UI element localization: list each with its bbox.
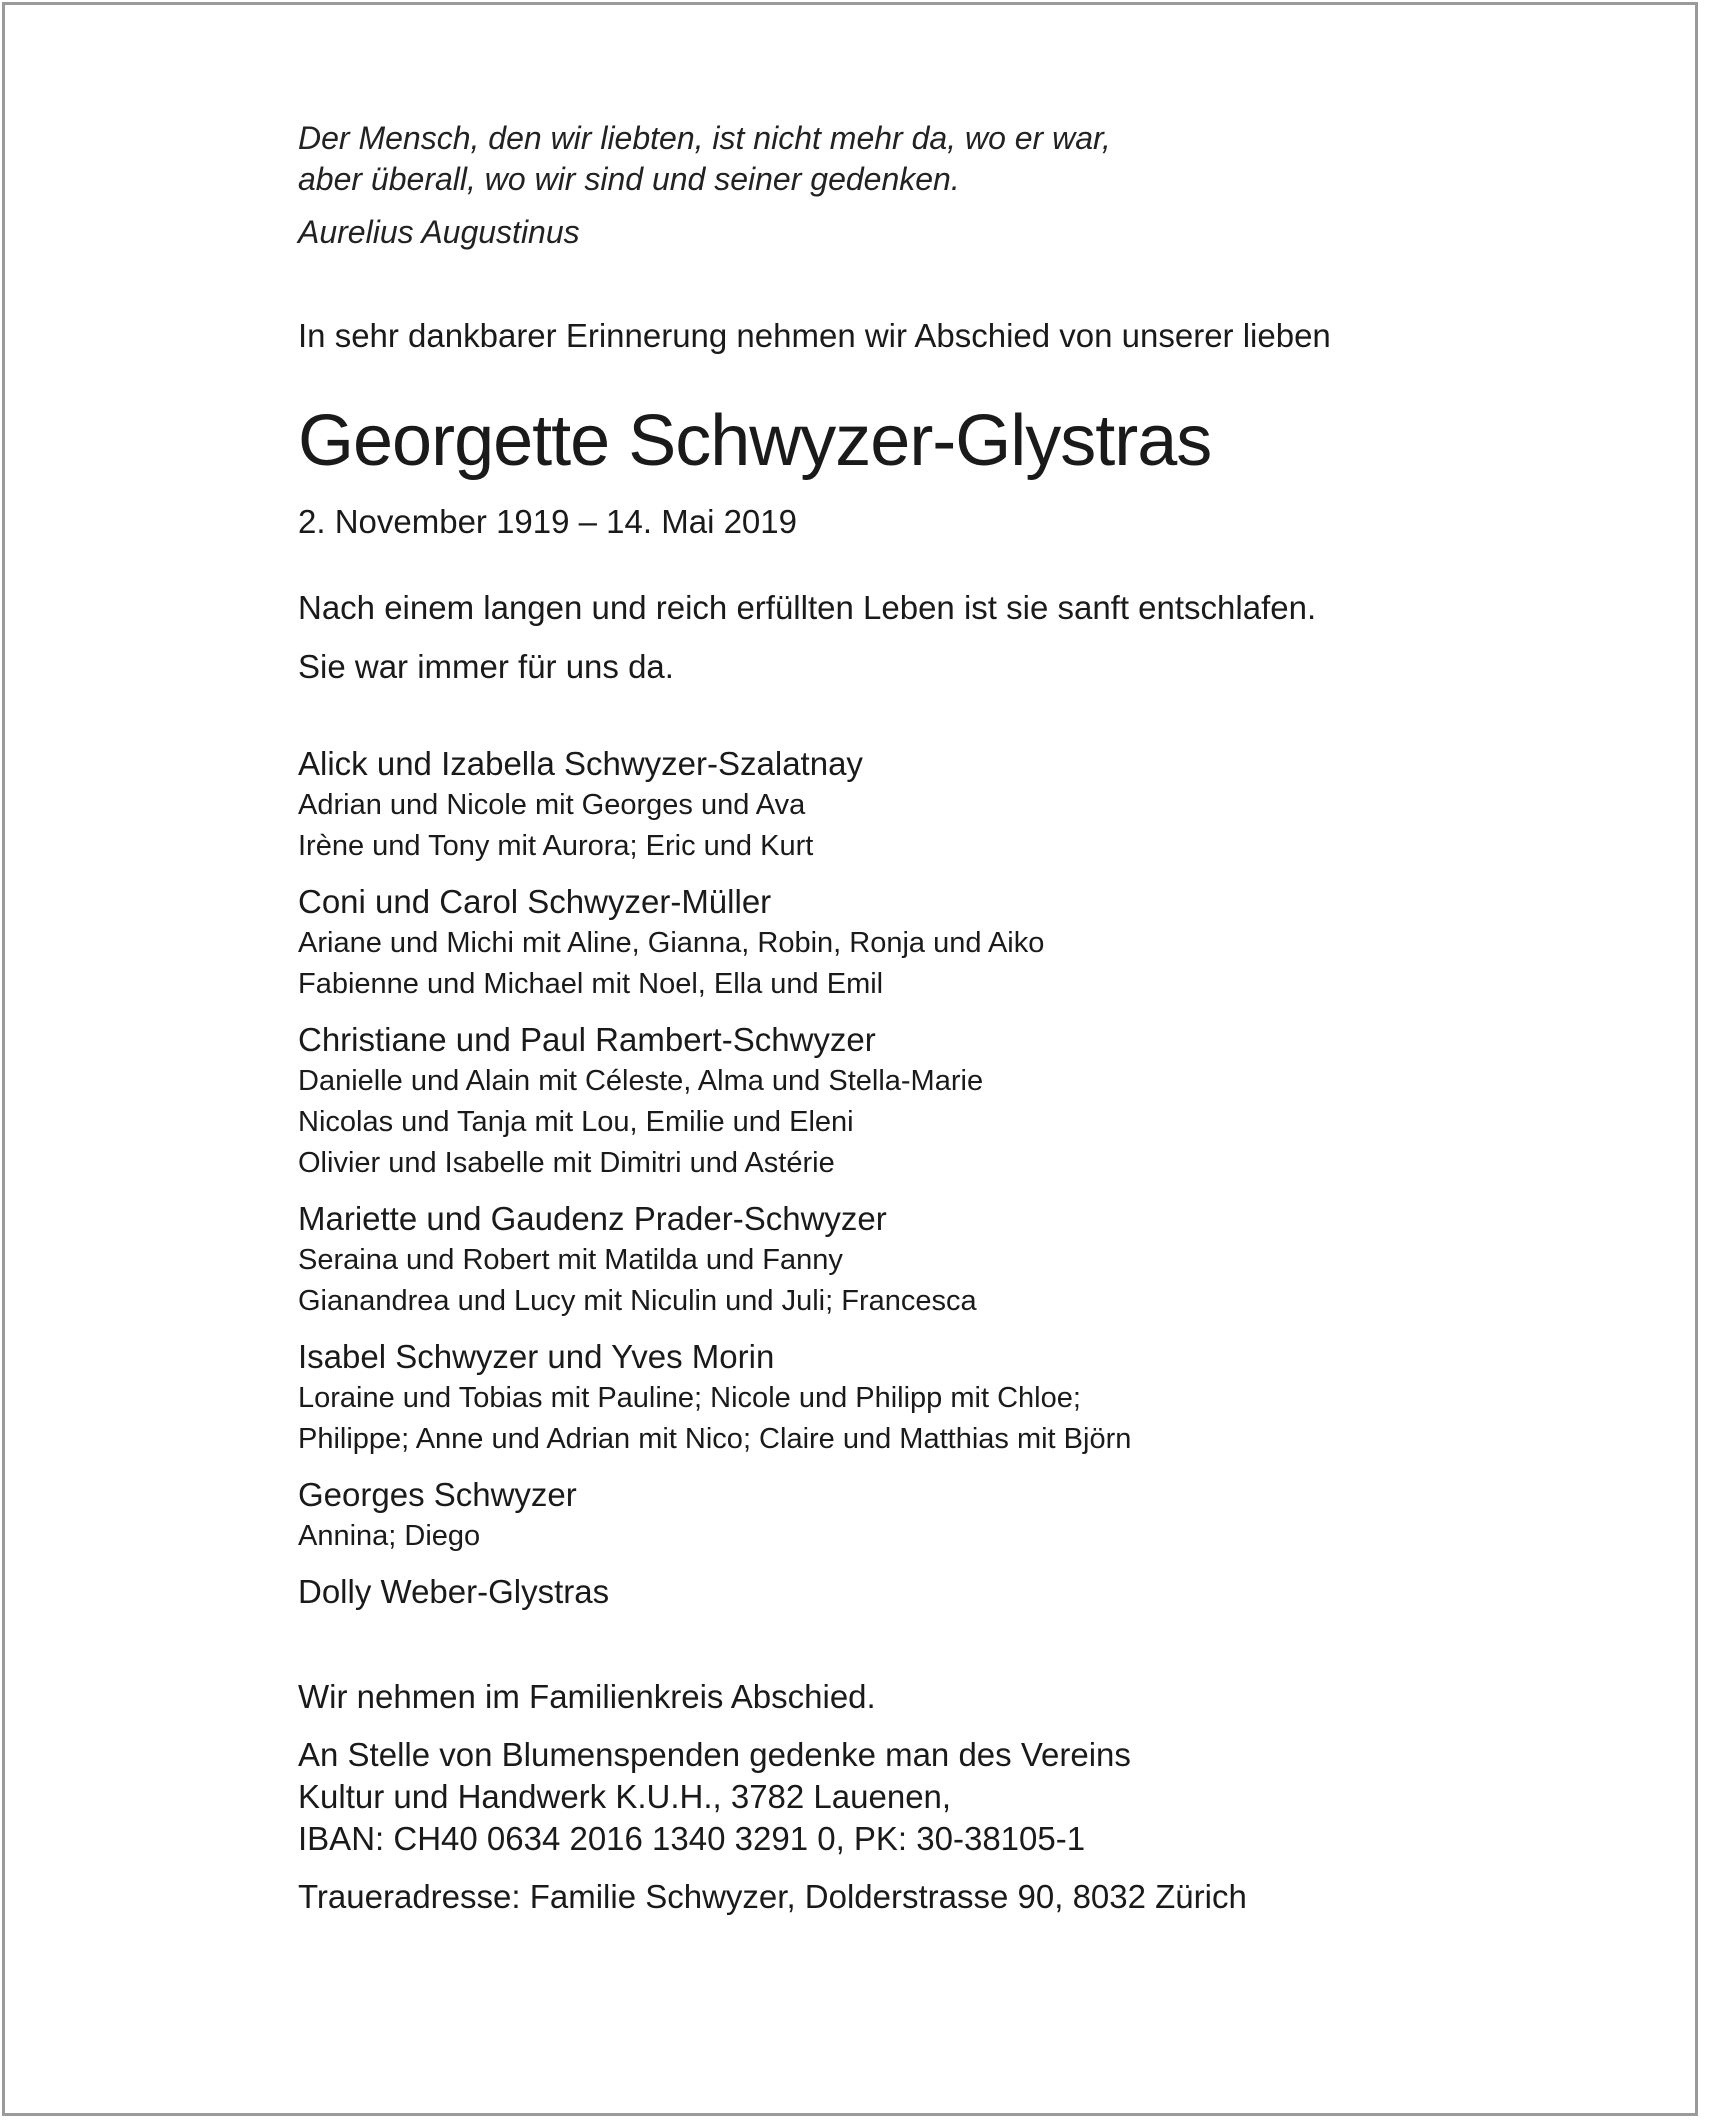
family-group — [298, 881, 1498, 1005]
donation-line: An Stelle von Blumenspenden gedenke man des Vereins — [298, 1736, 1131, 1773]
family-head: Georges Schwyzer — [298, 1476, 577, 1513]
family-head: Christiane und Paul Rambert-Schwyzer — [298, 1021, 876, 1058]
family-member-line: Danielle und Alain mit Céleste, Alma und Stella-Marie — [298, 1065, 984, 1097]
family-member-line: Fabienne und Michael mit Noel, Ella und Emil — [298, 968, 884, 1000]
family-member-line: Olivier und Isabelle mit Dimitri und Astérie — [298, 1147, 835, 1179]
deceased-name: Georgette Schwyzer-Glystras — [298, 401, 1212, 481]
family-member-line: Gianandrea und Lucy mit Niculin und Juli; Francesca — [298, 1285, 977, 1317]
family-group — [298, 1474, 1498, 1557]
intro-text: In sehr dankbarer Erinnerung nehmen wir Abschied von unserer lieben — [298, 317, 1331, 354]
obituary-content — [298, 118, 1498, 1918]
family-group — [298, 1019, 1498, 1184]
donation-line: IBAN: CH40 0634 2016 1340 3291 0, PK: 30-38105-1 — [298, 1820, 1086, 1857]
family-group — [298, 743, 1498, 867]
family-member-line: Seraina und Robert mit Matilda und Fanny — [298, 1244, 843, 1276]
quote-line: Der Mensch, den wir liebten, ist nicht mehr da, wo er war, — [298, 120, 1111, 156]
family-member-line: Adrian und Nicole mit Georges und Ava — [298, 789, 806, 821]
family-member-line: Ariane und Michi mit Aline, Gianna, Robin, Ronja und Aiko — [298, 927, 1045, 959]
farewell-note: Wir nehmen im Familienkreis Abschied. — [298, 1678, 876, 1715]
quote-author: Aurelius Augustinus — [298, 214, 580, 250]
family-head: Mariette und Gaudenz Prader-Schwyzer — [298, 1200, 887, 1237]
family-member-line: Irène und Tony mit Aurora; Eric und Kurt — [298, 830, 814, 862]
life-dates: 2. November 1919 – 14. Mai 2019 — [298, 503, 797, 540]
mourning-address: Traueradresse: Familie Schwyzer, Dolderstrasse 90, 8032 Zürich — [298, 1878, 1247, 1915]
family-group — [298, 1336, 1498, 1460]
family-list — [298, 743, 1498, 1613]
family-group — [298, 1571, 1498, 1613]
family-member-line: Annina; Diego — [298, 1520, 481, 1552]
quote-line: aber überall, wo wir sind und seiner gedenken. — [298, 161, 960, 197]
family-member-line: Nicolas und Tanja mit Lou, Emilie und Eleni — [298, 1106, 854, 1138]
paragraph: Sie war immer für uns da. — [298, 648, 674, 685]
donation-note — [298, 1734, 1498, 1860]
family-head: Alick und Izabella Schwyzer-Szalatnay — [298, 745, 863, 782]
family-member-line: Philippe; Anne und Adrian mit Nico; Claire und Matthias mit Björn — [298, 1423, 1132, 1455]
family-member-line: Loraine und Tobias mit Pauline; Nicole und Philipp mit Chloe; — [298, 1382, 1081, 1414]
paragraph: Nach einem langen und reich erfüllten Leben ist sie sanft entschlafen. — [298, 589, 1317, 626]
family-head: Dolly Weber-Glystras — [298, 1573, 610, 1610]
family-head: Isabel Schwyzer und Yves Morin — [298, 1338, 775, 1375]
family-group — [298, 1198, 1498, 1322]
donation-line: Kultur und Handwerk K.U.H., 3782 Lauenen, — [298, 1778, 952, 1815]
quote-block — [298, 118, 1498, 253]
family-head: Coni und Carol Schwyzer-Müller — [298, 883, 772, 920]
